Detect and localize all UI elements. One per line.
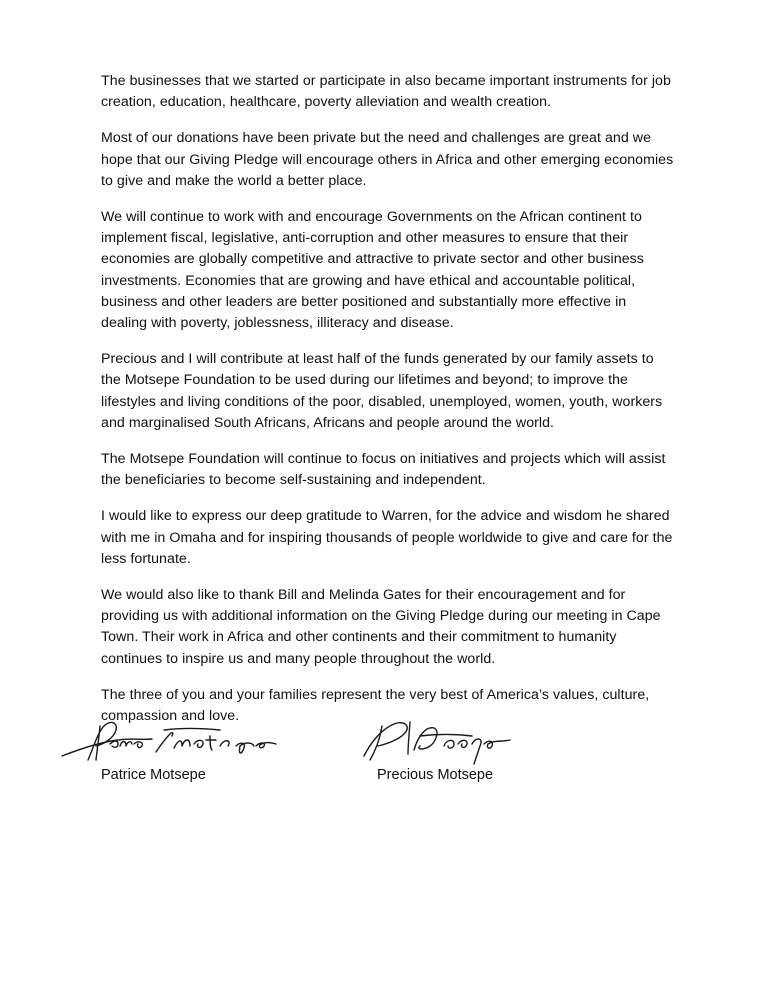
signature-block-precious	[360, 716, 560, 783]
signature-area	[0, 716, 768, 796]
signature-precious-image	[360, 716, 560, 766]
signature-patrice-image	[60, 716, 290, 766]
letter-body	[101, 71, 676, 742]
signatory-name-precious: Precious Motsepe	[377, 767, 494, 783]
paragraph-gratitude-warren: I would like to express our deep gratitude to Warren, for the advice and wisdom he shared with me in Omaha and for inspiring thousands of people worldwide to give and care for the less fortunate.	[101, 508, 673, 567]
paragraph-contribution: Precious and I will contribute at least half of the funds generated by our family assets to the Motsepe Foundation to be used during our lifetimes and beyond; to improve the lifestyles and living conditions of the poor, disabled, unemployed, women, youth, workers and marginalised South Africans, Africans and people around the world.	[101, 351, 663, 431]
paragraph-governments: We will continue to work with and encourage Governments on the African continent to implement fiscal, legislative, anti-corruption and other measures to ensure that their economies are globally competitive and attractive to private sector and other business investments. Economies that are growing and have ethical and accountable political, business and other leaders are better positioned and substantially more effective in dealing with poverty, joblessness, illiteracy and disease.	[101, 209, 644, 332]
signature-block-patrice	[60, 716, 290, 783]
paragraph-thanks-gates: We would also like to thank Bill and Melinda Gates for their encouragement and for providing us with additional information on the Giving Pledge during our meeting in Cape Town. Their work in Africa and other continents and their commitment to humanity continues to inspire us and many people throughout the world.	[101, 587, 661, 667]
signatory-name-patrice: Patrice Motsepe	[101, 767, 206, 783]
paragraph-businesses: The businesses that we started or participate in also became important instruments for job creation, education, healthcare, poverty alleviation and wealth creation.	[101, 73, 671, 111]
paragraph-closing: The three of you and your families represent the very best of America’s values, culture, compassion and love.	[101, 686, 650, 725]
paragraph-foundation: The Motsepe Foundation will continue to focus on initiatives and projects which will assist the beneficiaries to become self-sustaining and independent.	[101, 451, 666, 489]
paragraph-donations: Most of our donations have been private but the need and challenges are great and we hope that our Giving Pledge will encourage others in Africa and other emerging economies to give and make the world a better place.	[101, 130, 674, 189]
